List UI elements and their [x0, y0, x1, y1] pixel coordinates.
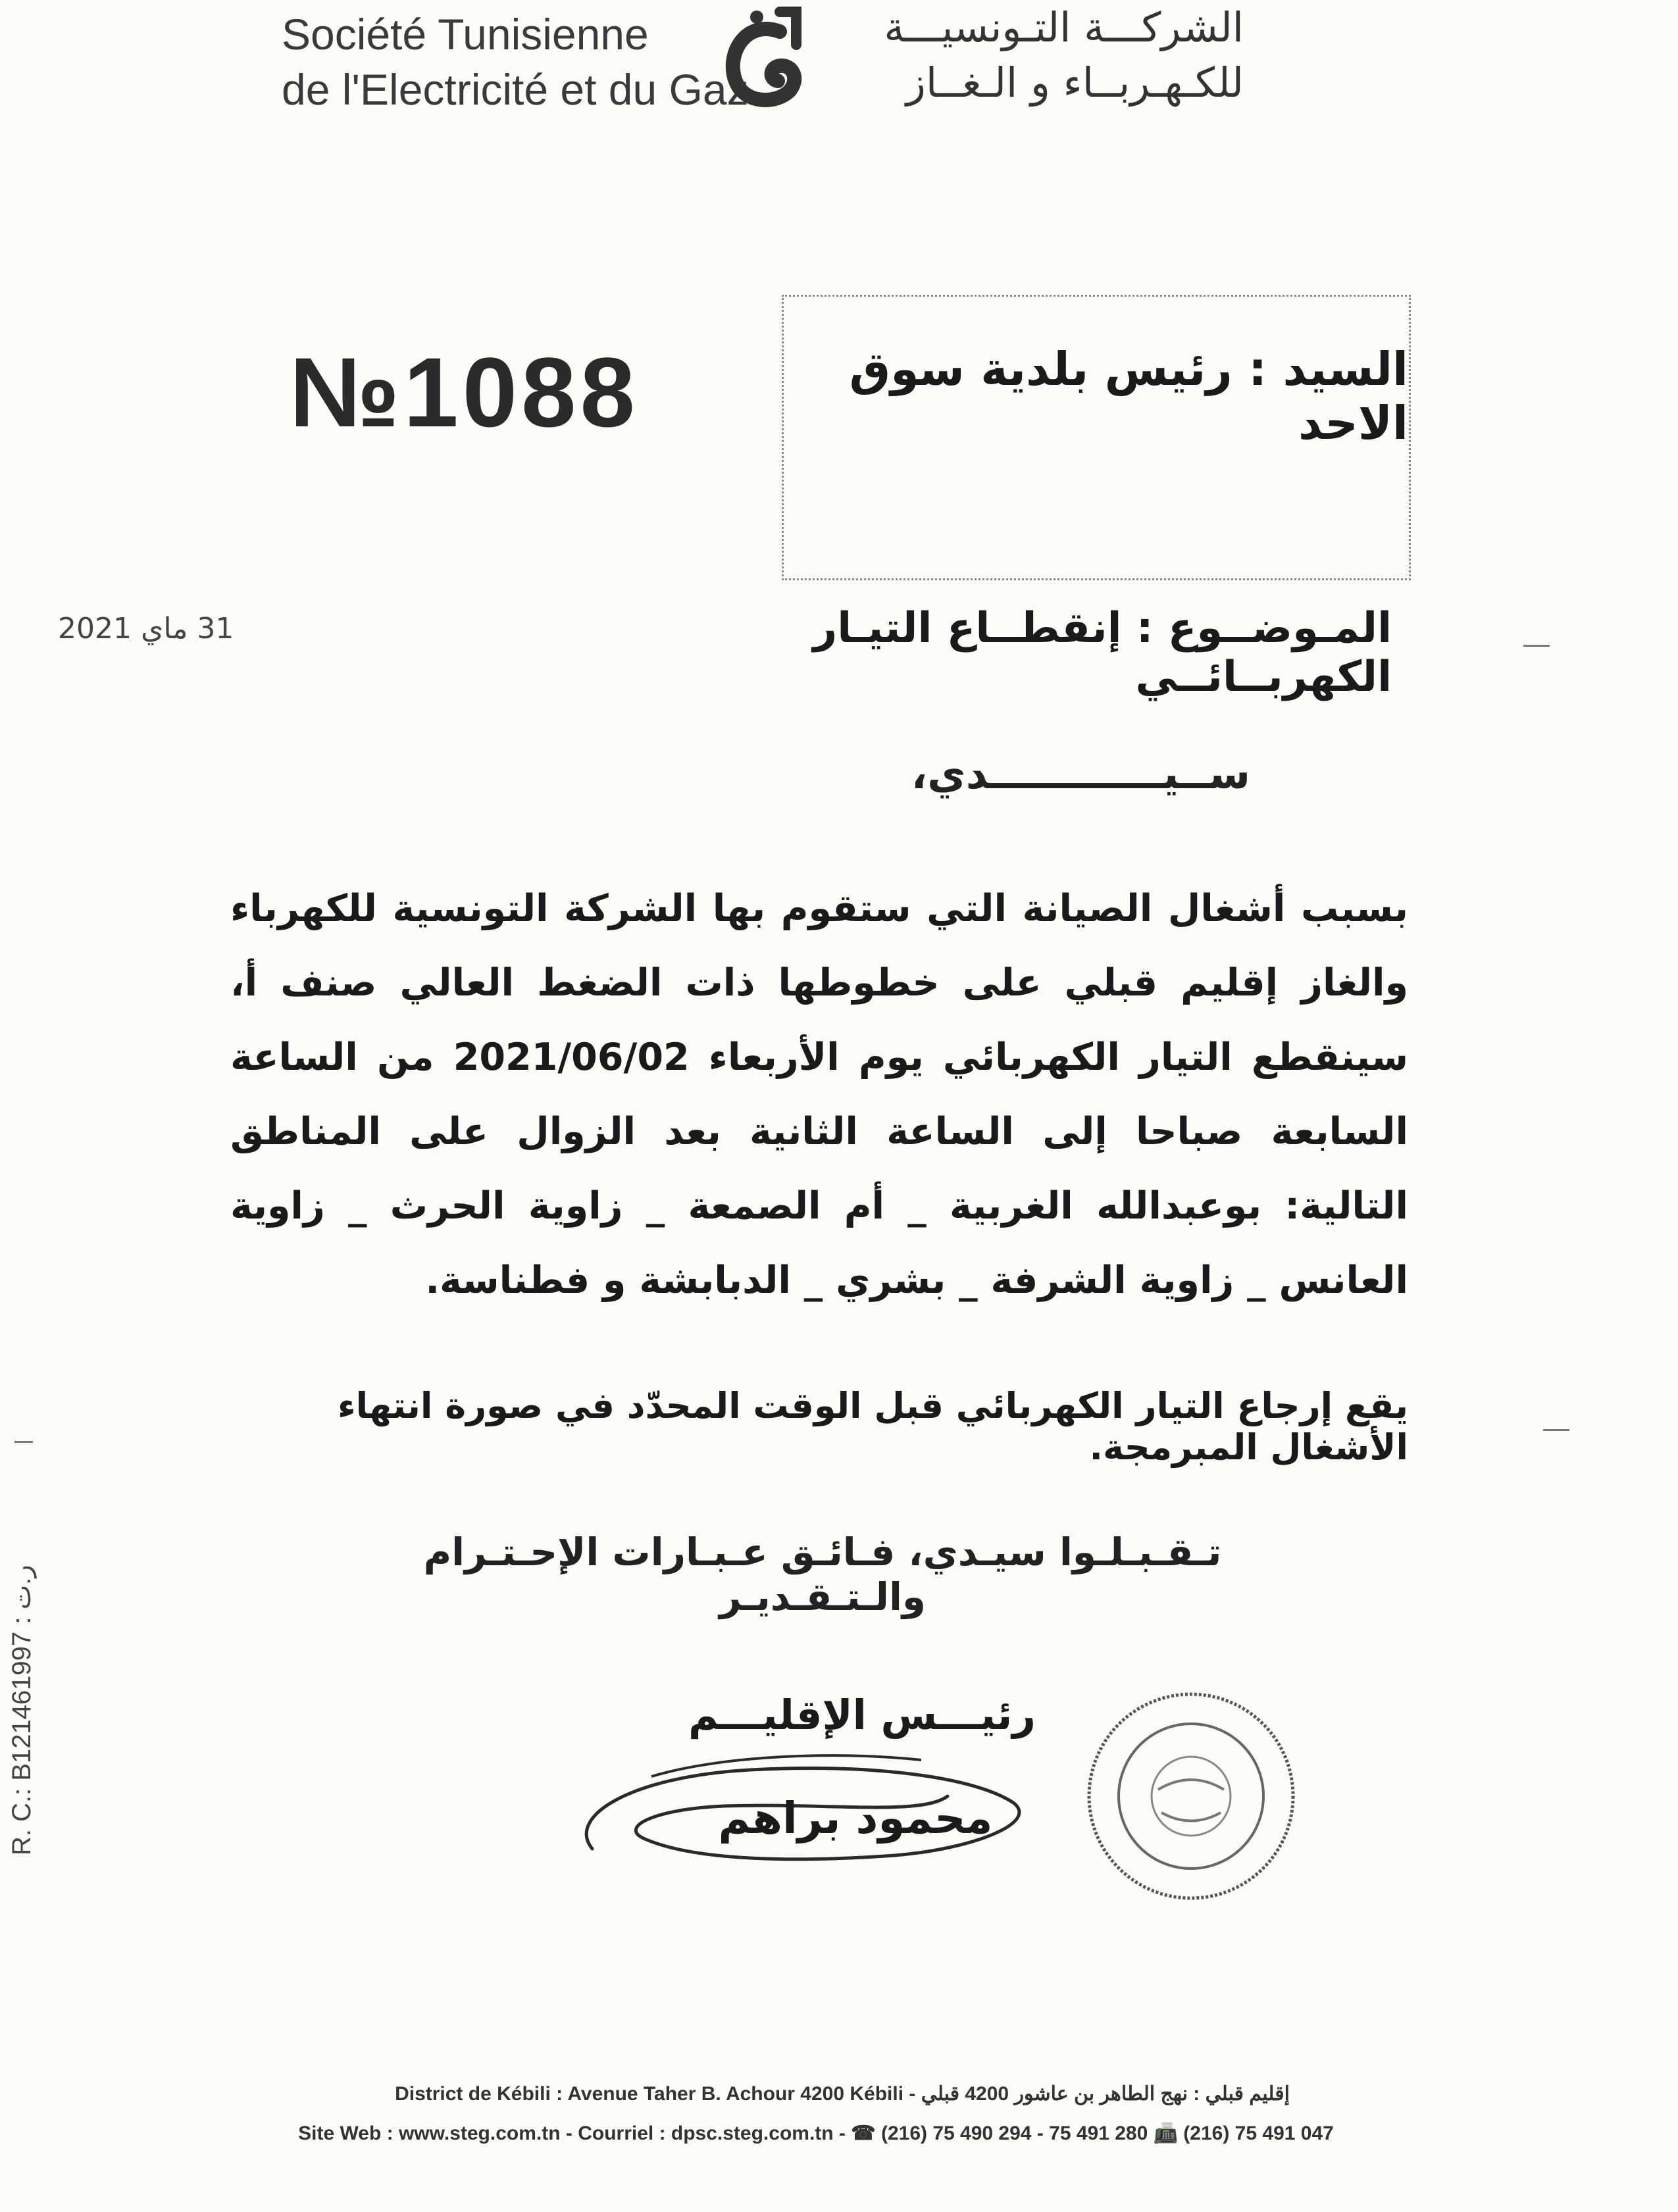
official-seal-stamp [1079, 1684, 1303, 1908]
company-name-french-line1: Société Tunisienne [282, 10, 649, 59]
restoration-note: يقع إرجاع التيار الكهربائي قبل الوقت المحدّد في صورة انتهاء الأشغال المبرمجة. [338, 1385, 1408, 1468]
addressee: السيد : رئيس بلدية سوق الاحد [849, 342, 1408, 450]
registration-number: R. C.: B121461997 : ر.ت [7, 1565, 36, 1855]
salutation: ســيــــــــــــدي، [911, 750, 1250, 799]
company-name-french-line2: de l'Electricité et du Gaz [282, 65, 749, 114]
company-name-arabic [849, 0, 1244, 111]
letter-date: 31 ماي 2021 [58, 612, 234, 645]
letter-body: بسبب أشغال الصيانة التي ستقوم بها الشركة التونسية للكهرباء والغاز إقليم قبلي على خطوطها ذات الضغط العالي صنف أ، سينقطع التيار الكهربائي يوم الأربعاء 2021/06/02 من الساعة السابعة صباحا إلى الساعة الثانية بعد الزوال على المناطق التالية: بوعبدالله الغربية _ أم الصمعة _ زاوية الحرث _ زاوية العانس _ زاوية الشرفة _ بشري _ الدبابشة و فطناسة. [230, 887, 1408, 1302]
footer-contact: Site Web : www.steg.com.tn - Courriel : dpsc.steg.com.tn - ☎ (216) 75 490 294 - 75 491 280 📠 (216) 75 491 047 [298, 2123, 1334, 2144]
subject-line: المـوضــوع : إنقطــاع التيـار الكهربــائــي [813, 604, 1392, 701]
company-name-arabic-line1: الشركـــة التـونسيـــة [884, 3, 1244, 51]
footer-address: District de Kébili : Avenue Taher B. Achour 4200 Kébili - إقليم قبلي : نهج الطاهر بن عاشور 4200 قبلي [395, 2083, 1290, 2105]
closing-formula: تـقـبـلـوا سيـدي، فـائـق عـبـارات الإحـتـرام والـتـقـديـر [423, 1530, 1222, 1619]
signatory-title: رئيـــس الإقليـــم [688, 1691, 1036, 1739]
signatory-name: محمود براهم [718, 1793, 993, 1844]
company-name-french [282, 7, 749, 117]
reference-number: №1088 [290, 337, 639, 447]
steg-logo-icon [717, 5, 809, 117]
company-name-arabic-line2: للكـهـربــاء و الـغــاز [905, 59, 1244, 107]
